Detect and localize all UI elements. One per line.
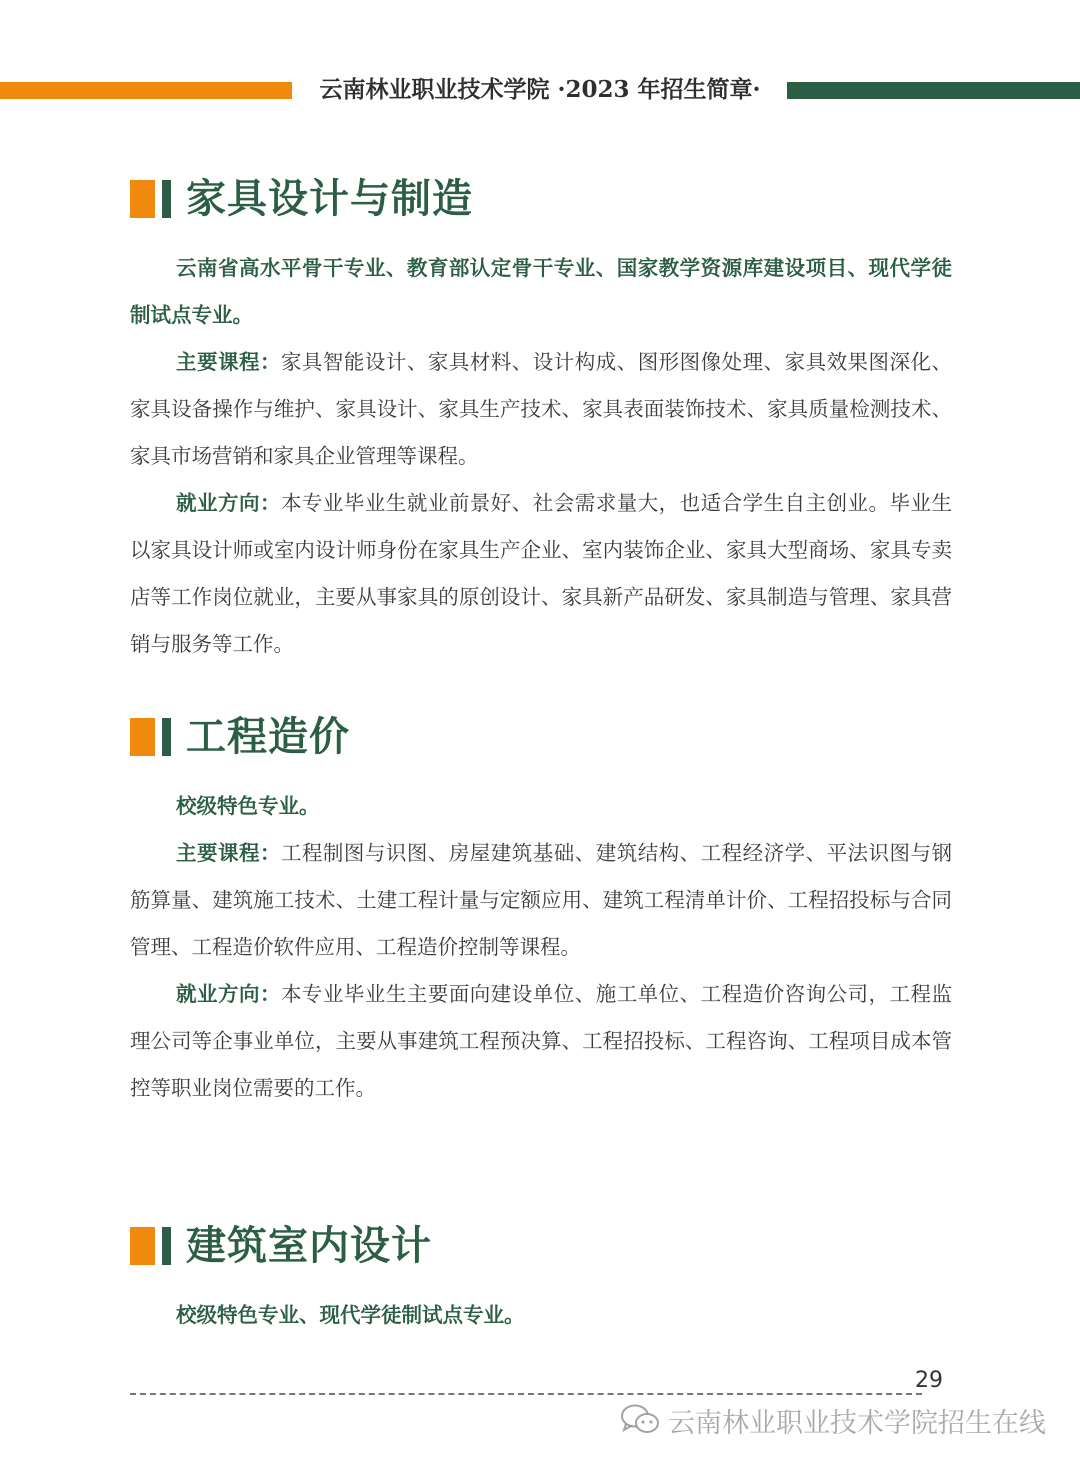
jobs-label: 就业方向： bbox=[176, 982, 281, 1006]
header-green-bar bbox=[787, 82, 1080, 99]
heading-orange-marker bbox=[130, 718, 155, 756]
jobs-paragraph bbox=[130, 480, 952, 668]
courses-label: 主要课程： bbox=[176, 841, 281, 865]
section-engineering-cost bbox=[130, 708, 952, 1112]
feature-text: 校级特色专业。 bbox=[176, 794, 320, 818]
jobs-label: 就业方向： bbox=[176, 491, 281, 515]
courses-text: 工程制图与识图、房屋建筑基础、建筑结构、工程经济学、平法识图与钢筋算量、建筑施工技术、土建工程计量与定额应用、建筑工程清单计价、工程招投标与合同管理、工程造价软件应用、工程造价控制等课程。 bbox=[130, 841, 953, 959]
courses-label: 主要课程： bbox=[176, 350, 281, 374]
section-heading bbox=[130, 708, 952, 768]
wechat-icon bbox=[620, 1403, 660, 1437]
jobs-text: 本专业毕业生主要面向建设单位、施工单位、工程造价咨询公司，工程监理公司等企事业单位，主要从事建筑工程预决算、工程招投标、工程咨询、工程项目成本管控等职业岗位需要的工作。 bbox=[130, 982, 953, 1100]
footer-dashed-divider bbox=[130, 1393, 922, 1395]
feature-text: 云南省高水平骨干专业、教育部认定骨干专业、国家教学资源库建设项目、现代学徒制试点专业。 bbox=[130, 256, 952, 327]
heading-green-marker bbox=[162, 718, 171, 756]
wechat-watermark bbox=[620, 1400, 1046, 1440]
heading-green-marker bbox=[162, 1227, 171, 1265]
jobs-text: 本专业毕业生就业前景好、社会需求量大，也适合学生自主创业。毕业生以家具设计师或室内设计师身份在家具生产企业、室内装饰企业、家具大型商场、家具专卖店等工作岗位就业，主要从事家具的原创设计、家具新产品研发、家具制造与管理、家具营销与服务等工作。 bbox=[130, 491, 953, 656]
courses-paragraph bbox=[130, 339, 952, 480]
section-title: 工程造价 bbox=[186, 714, 350, 760]
page-number: 29 bbox=[915, 1368, 943, 1393]
watermark-text: 云南林业职业技术学院招生在线 bbox=[668, 1407, 1046, 1439]
section-title: 建筑室内设计 bbox=[186, 1223, 432, 1269]
courses-paragraph bbox=[130, 830, 952, 971]
heading-orange-marker bbox=[130, 180, 155, 218]
heading-orange-marker bbox=[130, 1227, 155, 1265]
feature-text: 校级特色专业、现代学徒制试点专业。 bbox=[176, 1303, 525, 1327]
section-interior-design bbox=[130, 1217, 952, 1339]
courses-text: 家具智能设计、家具材料、设计构成、图形图像处理、家具效果图深化、家具设备操作与维护、家具设计、家具生产技术、家具表面装饰技术、家具质量检测技术、家具市场营销和家具企业管理等课程。 bbox=[130, 350, 953, 468]
header-orange-bar bbox=[0, 82, 292, 99]
section-heading bbox=[130, 1217, 952, 1277]
section-heading bbox=[130, 170, 952, 230]
header-title: 云南林业职业技术学院 ·2023 年招生简章· bbox=[319, 76, 761, 103]
section-furniture-design bbox=[130, 170, 952, 668]
jobs-paragraph bbox=[130, 971, 952, 1112]
heading-green-marker bbox=[162, 180, 171, 218]
section-title: 家具设计与制造 bbox=[186, 176, 473, 222]
